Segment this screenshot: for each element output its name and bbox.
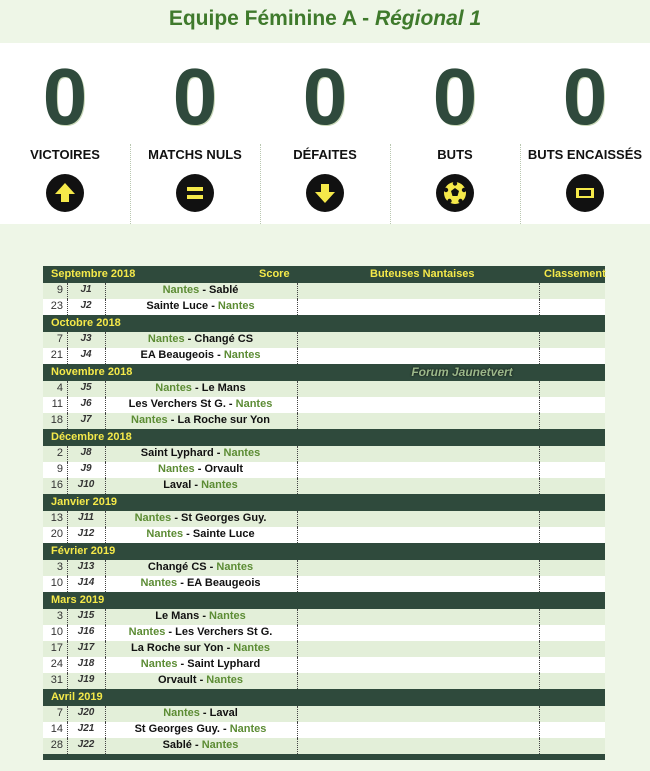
column-divider xyxy=(297,397,298,413)
dash: - xyxy=(196,674,207,686)
table-row xyxy=(43,738,605,754)
column-divider xyxy=(297,283,298,299)
column-divider xyxy=(539,446,540,462)
column-divider xyxy=(297,560,298,576)
fixture xyxy=(105,300,296,312)
table-row xyxy=(43,446,605,462)
column-divider xyxy=(539,348,540,364)
match-day: 28 xyxy=(50,739,63,751)
column-divider xyxy=(67,348,68,364)
fixture xyxy=(105,414,296,426)
away-team: Nantes xyxy=(223,349,261,361)
round-number: J15 xyxy=(77,610,95,621)
column-divider xyxy=(539,673,540,689)
dash: - xyxy=(177,658,188,670)
dash: - xyxy=(194,463,205,475)
home-team: Nantes xyxy=(162,284,200,296)
column-divider xyxy=(105,381,106,397)
month-row xyxy=(43,315,605,332)
fixture xyxy=(105,707,296,719)
column-divider xyxy=(539,576,540,592)
table-row xyxy=(43,673,605,689)
home-team: Le Mans xyxy=(155,610,200,622)
dash: - xyxy=(219,723,230,735)
round-number: J9 xyxy=(80,463,92,474)
column-divider xyxy=(539,462,540,478)
away-team: Nantes xyxy=(201,739,239,751)
home-team: Laval xyxy=(163,479,192,491)
column-divider xyxy=(297,478,298,494)
round-number: J12 xyxy=(77,528,95,539)
match-day: 10 xyxy=(50,577,63,589)
month-label: Avril 2019 xyxy=(51,691,103,703)
stat-label: MATCHS NULS xyxy=(148,147,242,162)
table-row xyxy=(43,478,605,494)
column-divider xyxy=(67,446,68,462)
column-divider xyxy=(105,673,106,689)
column-divider xyxy=(539,299,540,315)
match-day: 9 xyxy=(56,284,63,296)
table-row xyxy=(43,625,605,641)
column-divider xyxy=(539,332,540,348)
title-main: Equipe Féminine A - xyxy=(168,7,375,30)
away-team: Nantes xyxy=(209,610,246,622)
home-team: EA Beaugeois xyxy=(140,349,215,361)
football-icon xyxy=(436,174,474,212)
column-divider xyxy=(67,576,68,592)
column-divider xyxy=(539,478,540,494)
column-divider xyxy=(105,625,106,641)
table-row xyxy=(43,348,605,364)
column-divider xyxy=(105,446,106,462)
stat-defaites xyxy=(260,43,390,224)
round-number: J16 xyxy=(77,626,95,637)
match-day: 14 xyxy=(50,723,63,735)
fixture xyxy=(105,528,296,540)
dash: - xyxy=(214,349,224,361)
away-team: Nantes xyxy=(235,398,273,410)
match-day: 4 xyxy=(56,382,63,394)
fixture xyxy=(105,512,296,524)
column-divider xyxy=(297,462,298,478)
column-divider xyxy=(67,527,68,543)
month-label: Janvier 2019 xyxy=(51,496,118,508)
column-divider xyxy=(105,657,106,673)
home-team: Nantes xyxy=(128,626,166,638)
away-team: Saint Lyphard xyxy=(187,658,261,670)
column-divider xyxy=(297,299,298,315)
away-team: EA Beaugeois xyxy=(186,577,261,589)
goal-icon xyxy=(566,174,604,212)
column-divider xyxy=(539,609,540,625)
table-row xyxy=(43,657,605,673)
home-team: Nantes xyxy=(140,658,178,670)
dash: - xyxy=(206,561,217,573)
table-row xyxy=(43,381,605,397)
column-divider xyxy=(539,641,540,657)
column-divider xyxy=(67,706,68,722)
round-number: J13 xyxy=(77,561,95,572)
fixture xyxy=(105,447,296,459)
column-divider xyxy=(539,397,540,413)
column-divider xyxy=(67,738,68,754)
match-day: 20 xyxy=(50,528,63,540)
match-day: 16 xyxy=(50,479,63,491)
month-label: Décembre 2018 xyxy=(51,431,132,443)
column-divider xyxy=(297,641,298,657)
month-row xyxy=(43,364,605,381)
away-team: Laval xyxy=(209,707,238,719)
fixture xyxy=(105,349,296,361)
dash: - xyxy=(223,642,234,654)
home-team: Changé CS xyxy=(147,561,207,573)
fixture xyxy=(105,577,296,589)
column-divider xyxy=(105,348,106,364)
round-number: J6 xyxy=(80,398,92,409)
round-number: J1 xyxy=(80,284,92,295)
match-day: 13 xyxy=(50,512,63,524)
stat-victoires xyxy=(0,43,130,224)
away-team: Nantes xyxy=(217,300,255,312)
stat-label: BUTS xyxy=(437,147,473,162)
away-team: Nantes xyxy=(216,561,254,573)
match-day: 21 xyxy=(50,349,63,361)
dash: - xyxy=(191,382,202,394)
fixture xyxy=(105,284,296,296)
match-day: 2 xyxy=(56,447,63,459)
column-divider xyxy=(297,332,298,348)
column-divider xyxy=(67,560,68,576)
divider xyxy=(260,144,261,224)
table-row xyxy=(43,576,605,592)
header-month: Septembre 2018 xyxy=(51,268,136,280)
column-divider xyxy=(67,462,68,478)
column-divider xyxy=(297,673,298,689)
column-divider xyxy=(105,511,106,527)
column-divider xyxy=(297,657,298,673)
column-divider xyxy=(105,576,106,592)
column-divider xyxy=(67,332,68,348)
equals-icon xyxy=(176,174,214,212)
match-day: 7 xyxy=(56,333,63,345)
column-divider xyxy=(105,609,106,625)
stat-value: 0 xyxy=(562,52,608,141)
home-team: Nantes xyxy=(147,333,185,345)
column-divider xyxy=(67,673,68,689)
watermark: Forum Jaunetvert xyxy=(411,365,513,379)
page-title xyxy=(0,0,650,37)
month-label: Février 2019 xyxy=(51,545,116,557)
match-day: 9 xyxy=(56,463,63,475)
home-team: Les Verchers St G. xyxy=(128,398,226,410)
match-day: 10 xyxy=(50,626,63,638)
away-team: Sainte Luce xyxy=(192,528,255,540)
dash: - xyxy=(183,528,193,540)
column-divider xyxy=(297,348,298,364)
column-divider xyxy=(297,722,298,738)
month-row xyxy=(43,543,605,560)
column-divider xyxy=(67,478,68,494)
match-day: 24 xyxy=(50,658,63,670)
fixture xyxy=(105,610,296,622)
month-label: Novembre 2018 xyxy=(51,366,133,378)
column-divider xyxy=(105,299,106,315)
round-number: J21 xyxy=(77,723,95,734)
away-team: Orvault xyxy=(204,463,243,475)
arrow-down-icon xyxy=(306,174,344,212)
column-divider xyxy=(105,397,106,413)
column-divider xyxy=(105,641,106,657)
fixture xyxy=(105,561,296,573)
arrow-up-icon xyxy=(46,174,84,212)
month-row xyxy=(43,494,605,511)
table-row xyxy=(43,722,605,738)
match-day: 3 xyxy=(56,561,63,573)
stat-label: VICTOIRES xyxy=(30,147,100,162)
month-row xyxy=(43,429,605,446)
round-number: J20 xyxy=(77,707,95,718)
fixture xyxy=(105,723,296,735)
round-number: J17 xyxy=(77,642,95,653)
stat-value: 0 xyxy=(172,52,218,141)
round-number: J10 xyxy=(77,479,95,490)
dash: - xyxy=(199,284,210,296)
column-divider xyxy=(297,576,298,592)
dash: - xyxy=(191,739,202,751)
column-divider xyxy=(297,527,298,543)
month-label: Octobre 2018 xyxy=(51,317,121,329)
header-score: Score xyxy=(259,268,290,280)
column-divider xyxy=(297,381,298,397)
fixture xyxy=(105,382,296,394)
stat-matchs-nuls xyxy=(130,43,260,224)
round-number: J19 xyxy=(77,674,95,685)
stat-buts xyxy=(390,43,520,224)
fixture xyxy=(105,398,296,410)
column-divider xyxy=(67,657,68,673)
dash: - xyxy=(213,447,224,459)
divider xyxy=(130,144,131,224)
column-divider xyxy=(539,283,540,299)
home-team: Nantes xyxy=(131,414,168,426)
stats-panel xyxy=(0,43,650,224)
column-divider xyxy=(67,299,68,315)
column-divider xyxy=(105,527,106,543)
away-team: Le Mans xyxy=(201,382,246,394)
match-day: 31 xyxy=(50,674,63,686)
home-team: Nantes xyxy=(140,577,178,589)
dash: - xyxy=(199,707,210,719)
dash: - xyxy=(208,300,218,312)
home-team: Nantes xyxy=(158,463,195,475)
column-divider xyxy=(67,381,68,397)
match-day: 3 xyxy=(56,610,63,622)
away-team: Nantes xyxy=(201,479,238,491)
column-divider xyxy=(105,462,106,478)
match-day: 23 xyxy=(50,300,63,312)
away-team: Nantes xyxy=(229,723,267,735)
dash: - xyxy=(165,626,176,638)
column-divider xyxy=(539,625,540,641)
round-number: J3 xyxy=(80,333,92,344)
month-row xyxy=(43,689,605,706)
column-divider xyxy=(105,413,106,429)
round-number: J4 xyxy=(80,349,92,360)
home-team: Sablé xyxy=(162,739,192,751)
away-team: Nantes xyxy=(206,674,243,686)
column-divider xyxy=(539,511,540,527)
fixture xyxy=(105,333,296,345)
away-team: La Roche sur Yon xyxy=(177,414,270,426)
column-divider xyxy=(67,413,68,429)
column-divider xyxy=(105,478,106,494)
home-team: Nantes xyxy=(146,528,184,540)
column-divider xyxy=(297,609,298,625)
column-divider xyxy=(539,527,540,543)
column-divider xyxy=(539,722,540,738)
column-divider xyxy=(105,738,106,754)
column-divider xyxy=(297,625,298,641)
column-divider xyxy=(105,283,106,299)
column-divider xyxy=(105,706,106,722)
dash: - xyxy=(167,414,178,426)
dash: - xyxy=(199,610,210,622)
month-label: Mars 2019 xyxy=(51,594,105,606)
table-row xyxy=(43,413,605,429)
round-number: J8 xyxy=(80,447,92,458)
column-divider xyxy=(67,609,68,625)
round-number: J22 xyxy=(77,739,95,750)
home-team: Nantes xyxy=(163,707,200,719)
home-team: Saint Lyphard xyxy=(140,447,214,459)
away-team: Changé CS xyxy=(194,333,254,345)
table-row xyxy=(43,332,605,348)
away-team: Nantes xyxy=(223,447,261,459)
dash: - xyxy=(177,577,187,589)
round-number: J14 xyxy=(77,577,95,588)
divider xyxy=(520,144,521,224)
stat-buts-encaisses xyxy=(520,43,650,224)
dash: - xyxy=(171,512,182,524)
table-row xyxy=(43,609,605,625)
table-row xyxy=(43,299,605,315)
away-team: St Georges Guy. xyxy=(181,512,267,524)
table-row xyxy=(43,706,605,722)
table-footer xyxy=(43,754,605,760)
round-number: J2 xyxy=(80,300,92,311)
away-team: Nantes xyxy=(233,642,270,654)
table-row xyxy=(43,283,605,299)
fixture xyxy=(105,463,296,475)
column-divider xyxy=(297,446,298,462)
home-team: St Georges Guy. xyxy=(134,723,220,735)
column-divider xyxy=(67,641,68,657)
column-divider xyxy=(539,706,540,722)
stat-value: 0 xyxy=(302,52,348,141)
match-day: 11 xyxy=(51,398,63,410)
table-row xyxy=(43,641,605,657)
table-row xyxy=(43,560,605,576)
column-divider xyxy=(105,560,106,576)
column-divider xyxy=(539,560,540,576)
stat-label: DÉFAITES xyxy=(293,147,357,162)
stat-value: 0 xyxy=(432,52,478,141)
column-divider xyxy=(67,511,68,527)
column-divider xyxy=(105,332,106,348)
round-number: J7 xyxy=(80,414,92,425)
fixture xyxy=(105,626,296,638)
header-ranking: Classement xyxy=(544,268,606,280)
round-number: J5 xyxy=(80,382,92,393)
column-divider xyxy=(67,722,68,738)
column-divider xyxy=(539,738,540,754)
table-row xyxy=(43,511,605,527)
fixtures-table xyxy=(43,266,605,760)
match-day: 17 xyxy=(50,642,63,654)
divider xyxy=(390,144,391,224)
home-team: Nantes xyxy=(134,512,172,524)
header-scorers: Buteuses Nantaises xyxy=(370,268,475,280)
column-divider xyxy=(67,283,68,299)
table-row xyxy=(43,397,605,413)
column-divider xyxy=(539,381,540,397)
home-team: La Roche sur Yon xyxy=(131,642,224,654)
home-team: Sainte Luce xyxy=(146,300,209,312)
dash: - xyxy=(225,398,236,410)
match-day: 7 xyxy=(56,707,63,719)
away-team: Les Verchers St G. xyxy=(175,626,273,638)
column-divider xyxy=(297,738,298,754)
home-team: Nantes xyxy=(155,382,192,394)
fixture xyxy=(105,479,296,491)
column-divider xyxy=(105,722,106,738)
month-row xyxy=(43,592,605,609)
round-number: J11 xyxy=(78,512,94,523)
stat-label: BUTS ENCAISSÉS xyxy=(527,147,643,162)
fixture xyxy=(105,642,296,654)
fixture xyxy=(105,674,296,686)
dash: - xyxy=(184,333,195,345)
column-divider xyxy=(297,413,298,429)
column-divider xyxy=(297,706,298,722)
match-day: 18 xyxy=(50,414,63,426)
table-row xyxy=(43,462,605,478)
table-row xyxy=(43,527,605,543)
column-divider xyxy=(67,397,68,413)
dash: - xyxy=(191,479,202,491)
column-divider xyxy=(539,657,540,673)
home-team: Orvault xyxy=(158,674,197,686)
fixture xyxy=(105,739,296,751)
round-number: J18 xyxy=(77,658,95,669)
away-team: Sablé xyxy=(209,284,239,296)
stat-value: 0 xyxy=(42,52,88,141)
column-divider xyxy=(297,511,298,527)
table-header xyxy=(43,266,605,283)
column-divider xyxy=(67,625,68,641)
title-level: Régional 1 xyxy=(374,7,482,30)
fixture xyxy=(105,658,296,670)
column-divider xyxy=(539,413,540,429)
